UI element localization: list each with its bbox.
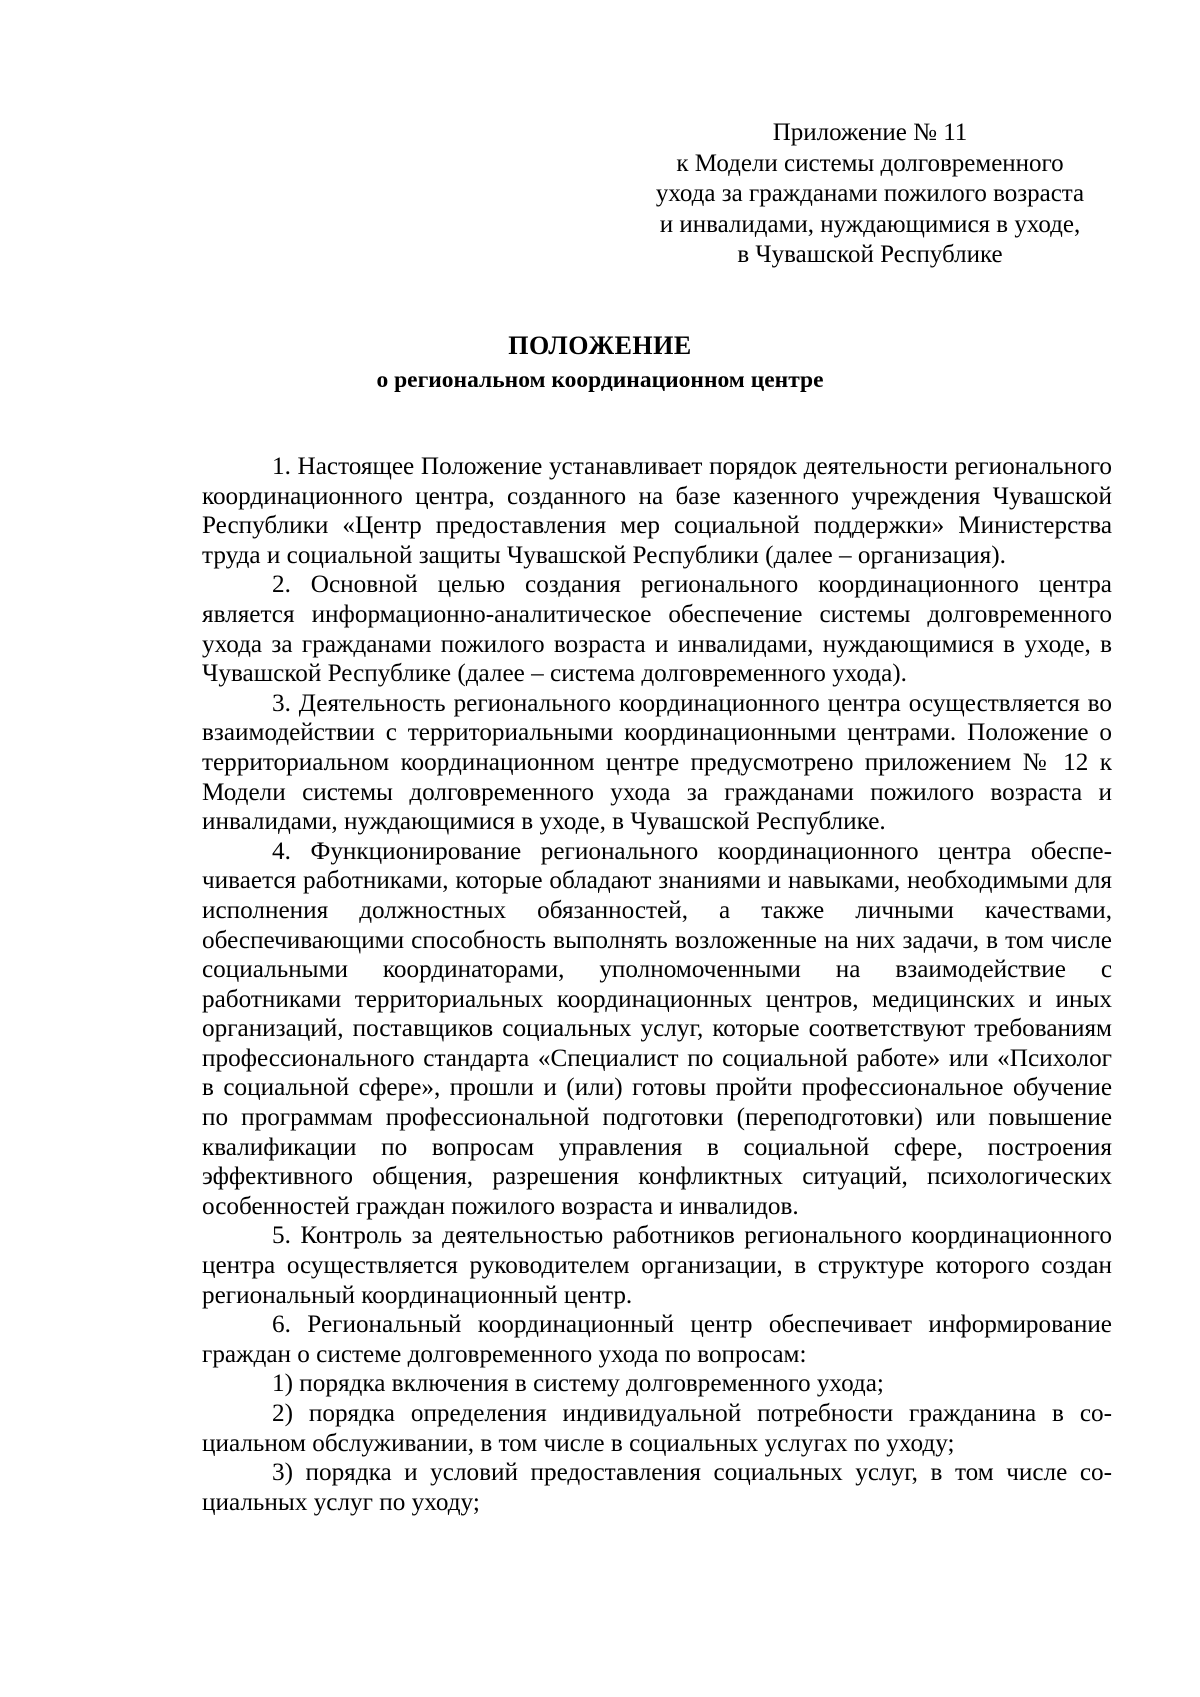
document-body bbox=[202, 452, 1112, 1517]
document-subtitle: о региональном координационном центре bbox=[376, 367, 824, 393]
paragraph: 2. Основной целью создания регионального координационного центра является информационно-аналитическое обеспечение системы долговременного ухода за гражданами пожилого возраста и инвалидами, нуждающимися в уходе, в Чувашской Республике (далее – система долговременного ухода). bbox=[202, 571, 1112, 688]
paragraph: 5. Контроль за деятельностью работников регионального координационного центра осуществляется руководителем организации, в структуре которого создан региональный координационный центр. bbox=[202, 1222, 1112, 1309]
paragraph: 3. Деятельность регионального координационного центра осуществляется во взаимодействии с территориальными координационными центрами. Положение о территориальном координационном центре предусмотрено приложением № 12 к Модели системы долговременного ухода за гражданами пожилого возраста и инвалидами, нуждающимися в уходе, в Чувашской Республике. bbox=[202, 689, 1112, 836]
appendix-line: Приложение № 11 bbox=[772, 119, 968, 146]
appendix-line: и инвалидами, нуждающимися в уходе, bbox=[659, 210, 1081, 238]
list-item: 1) порядка включения в систему долговременного ухода; bbox=[272, 1370, 884, 1398]
list-item: 3) порядка и условий предоставления социальных услуг, в том числе социальных услуг по уходу; bbox=[202, 1459, 1112, 1516]
appendix-header bbox=[620, 118, 1120, 271]
paragraph: 1. Настоящее Положение устанавливает порядок деятельности регионального координационного центра, созданного на базе казенного учреждения Чувашской Республики «Центр предоставления мер социальной поддержки» Министерства труда и социальной защиты Чувашской Республики (далее – организация). bbox=[202, 453, 1112, 569]
paragraph: 6. Региональный координационный центр обеспечивает информирование граждан о системе долговременного ухода по вопросам: bbox=[202, 1311, 1112, 1368]
paragraph: 4. Функционирование регионального координационного центра обеспечивается работниками, которые обладают знаниями и навыками, необходимыми для исполнения должностных обязанностей, а также личными качествами, обеспечивающими способность выполнять возложенные на них задачи, в том числе социальными координаторами, уполномоченными на взаимодействие с работниками территориальных координационных центров, медицинских и иных организаций, поставщиков социальных услуг, которые соответствуют требованиям профессионального стандарта «Специалист по социальной работе» или «Психолог в социальной сфере», прошли и (или) готовы пройти профессиональное обучение по программам профессиональной подготовки (переподготовки) или повышение квалификации по вопросам управления в социальной сфере, построения эффективного общения, разрешения конфликтных ситуаций, психологических особенностей граждан пожилого возраста и инвалидов. bbox=[202, 837, 1112, 1220]
document-title: ПОЛОЖЕНИЕ bbox=[508, 331, 692, 360]
list-item: 2) порядка определения индивидуальной потребности гражданина в социальном обслуживании, в том числе в социальных услугах по уходу; bbox=[202, 1400, 1112, 1457]
document-heading bbox=[150, 329, 1050, 397]
appendix-line: в Чувашской Республике bbox=[737, 241, 1003, 268]
appendix-line: к Модели системы долговременного bbox=[676, 149, 1064, 177]
appendix-line: ухода за гражданами пожилого возраста bbox=[655, 180, 1085, 207]
